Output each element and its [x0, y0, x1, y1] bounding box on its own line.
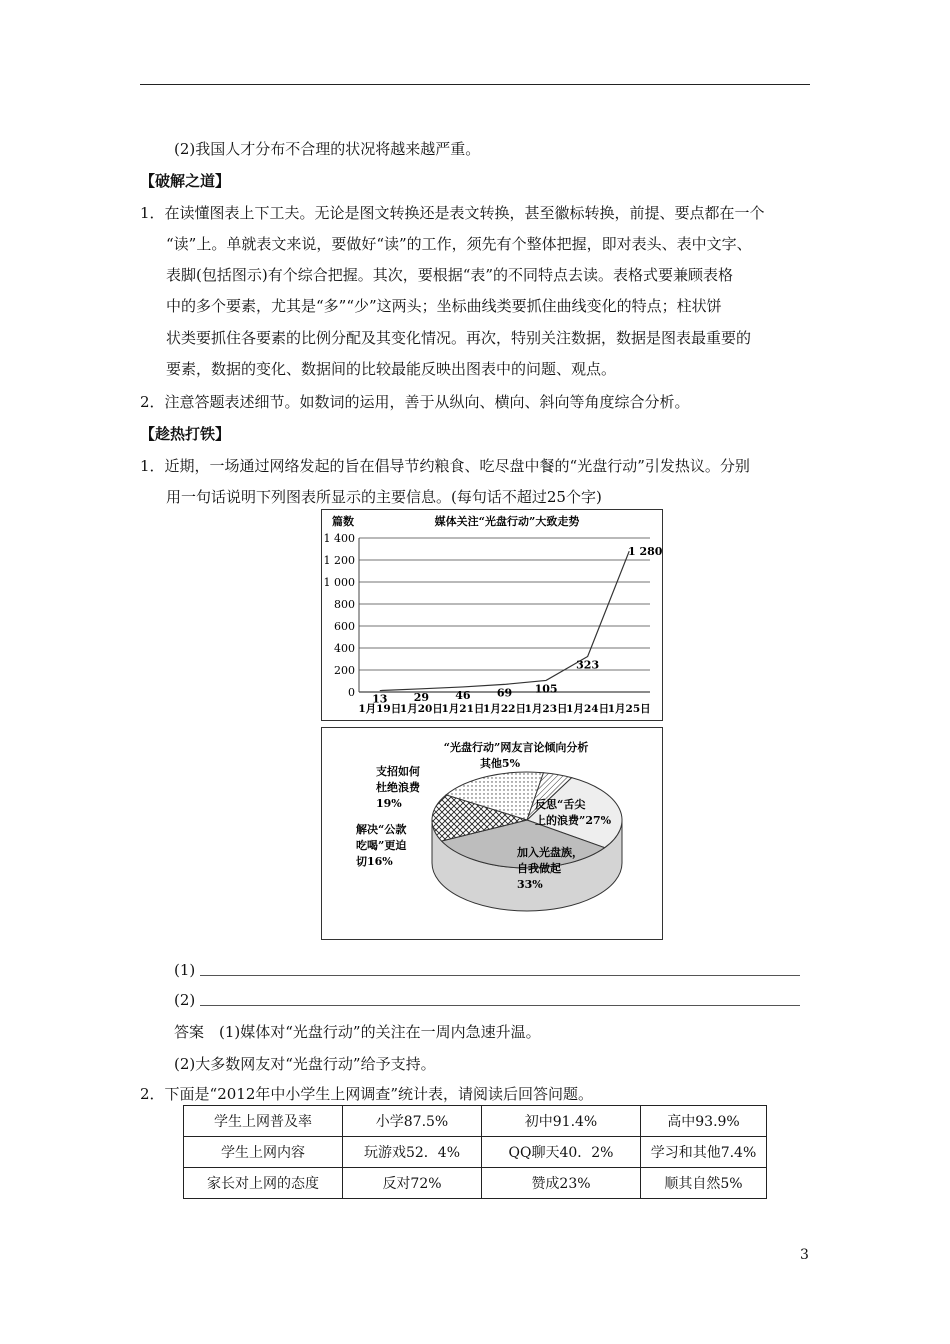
blank-label: (1) [174, 961, 196, 979]
text-line: (2)我国人才分布不合理的状况将越来越严重。 [174, 140, 481, 158]
table-cell: 初中91.4% [482, 1106, 641, 1137]
text-line: 要素，数据的变化、数据间的比较最能反映出图表中的问题、观点。 [166, 360, 617, 378]
x-tick-label: 1月24日 [566, 703, 610, 715]
data-label: 46 [455, 688, 471, 702]
survey-table [183, 1105, 767, 1199]
table-row [184, 1106, 767, 1137]
pie-label-join-3: 33% [517, 878, 543, 891]
text-line: 表脚(包括图示)有个综合把握。其次，要根据“表”的不同特点去读。表格式要兼顾表格 [166, 266, 734, 284]
x-tick-labels [358, 702, 650, 715]
pie-chart-figure [321, 727, 663, 940]
pie-label-reflect-2: 上的浪费”27% [535, 814, 612, 827]
chart-title: 媒体关注“光盘行动”大致走势 [434, 515, 580, 528]
blank-label: (2) [174, 991, 196, 1009]
table-cell: 顺其自然5% [641, 1168, 767, 1199]
section-heading: 【趁热打铁】 [140, 425, 231, 443]
line-chart [322, 510, 662, 720]
data-label: 323 [576, 658, 600, 672]
text-line: 2．注意答题表述细节。如数词的运用，善于从纵向、横向、斜向等角度综合分析。 [140, 393, 690, 411]
answer-blank-1[interactable] [200, 975, 800, 976]
data-label: 1 280 [627, 545, 662, 559]
pie-label-solve: 解决“公款 [356, 823, 407, 836]
text-line: “读”上。单就表文来说，要做好“读”的工作，须先有个整体把握，即对表头、表中文字、 [166, 235, 752, 253]
table-cell: 家长对上网的态度 [184, 1168, 343, 1199]
data-label: 13 [372, 692, 388, 706]
line-chart-figure [321, 509, 663, 721]
table-cell: 反对72% [343, 1168, 482, 1199]
x-tick-label: 1月21日 [441, 703, 485, 715]
table-cell: QQ聊天40．2% [482, 1137, 641, 1168]
text-line: 1．在读懂图表上下工夫。无论是图文转换还是表文转换，甚至徽标转换，前提、要点都在一个 [140, 204, 765, 222]
text-line: 状类要抓住各要素的比例分配及其变化情况。再次，特别关注数据，数据是图表最重要的 [166, 329, 752, 347]
y-tick-label: 200 [334, 664, 355, 677]
pie-label-tips-2: 杜绝浪费 [376, 781, 420, 794]
grid [359, 538, 650, 692]
table-cell: 小学87.5% [343, 1106, 482, 1137]
y-tick-label: 400 [334, 642, 355, 655]
data-label: 105 [534, 682, 558, 696]
table-cell: 学生上网普及率 [184, 1106, 343, 1137]
y-tick-label: 1 400 [323, 532, 355, 545]
table-cell: 学生上网内容 [184, 1137, 343, 1168]
x-tick-label: 1月19日 [358, 703, 402, 715]
y-tick-label: 0 [348, 686, 355, 699]
text-line: 1．近期，一场通过网络发起的旨在倡导节约粮食、吃尽盘中餐的“光盘行动”引发热议。分别 [140, 457, 750, 475]
y-tick-label: 1 000 [323, 576, 355, 589]
text-line: 2．下面是“2012年中小学生上网调查”统计表，请阅读后回答问题。 [140, 1085, 594, 1103]
x-tick-label: 1月25日 [607, 703, 651, 715]
table-row [184, 1137, 767, 1168]
pie-title: “光盘行动”网友言论倾向分析 [443, 741, 589, 754]
table-cell: 赞成23% [482, 1168, 641, 1199]
y-tick-label: 600 [334, 620, 355, 633]
text-line: 中的多个要素，尤其是“多”“少”这两头；坐标曲线类要抓住曲线变化的特点；柱状饼 [166, 297, 722, 315]
y-tick-label: 800 [334, 598, 355, 611]
x-tick-label: 1月20日 [399, 703, 443, 715]
pie-label-reflect: 反思“舌尖 [535, 798, 586, 811]
pie-label-solve-2: 吃喝”更迫 [356, 839, 407, 852]
y-tick-label: 1 200 [323, 554, 355, 567]
x-tick-label: 1月22日 [483, 703, 526, 715]
x-tick-label: 1月23日 [524, 703, 568, 715]
y-axis-label: 篇数 [332, 515, 354, 528]
data-label: 69 [496, 686, 513, 700]
pie-label-solve-3: 切16% [356, 855, 393, 868]
pie-label-tips-3: 19% [376, 797, 402, 810]
pie-chart [322, 728, 662, 939]
page-number: 3 [800, 1247, 809, 1263]
y-tick-labels [324, 532, 356, 699]
pie-label-join: 加入光盘族， [517, 846, 583, 859]
answer-blank-2[interactable] [200, 1005, 800, 1006]
table-cell: 学习和其他7.4% [641, 1137, 767, 1168]
answer-line: 答案 (1)媒体对“光盘行动”的关注在一周内急速升温。 [174, 1023, 541, 1041]
table-cell: 高中93.9% [641, 1106, 767, 1137]
pie-label-other: 其他5% [479, 757, 521, 770]
header-rule [140, 84, 810, 85]
table-cell: 玩游戏52．4% [343, 1137, 482, 1168]
pie-label-join-2: 自我做起 [517, 862, 561, 875]
pie-label-tips: 支招如何 [376, 765, 420, 778]
data-label: 29 [413, 690, 430, 704]
table-row [184, 1168, 767, 1199]
text-line: 用一句话说明下列图表所显示的主要信息。(每句话不超过25个字) [166, 488, 602, 506]
section-heading: 【破解之道】 [140, 172, 231, 190]
data-labels [372, 545, 662, 705]
answer-line: (2)大多数网友对“光盘行动”给予支持。 [174, 1055, 436, 1073]
